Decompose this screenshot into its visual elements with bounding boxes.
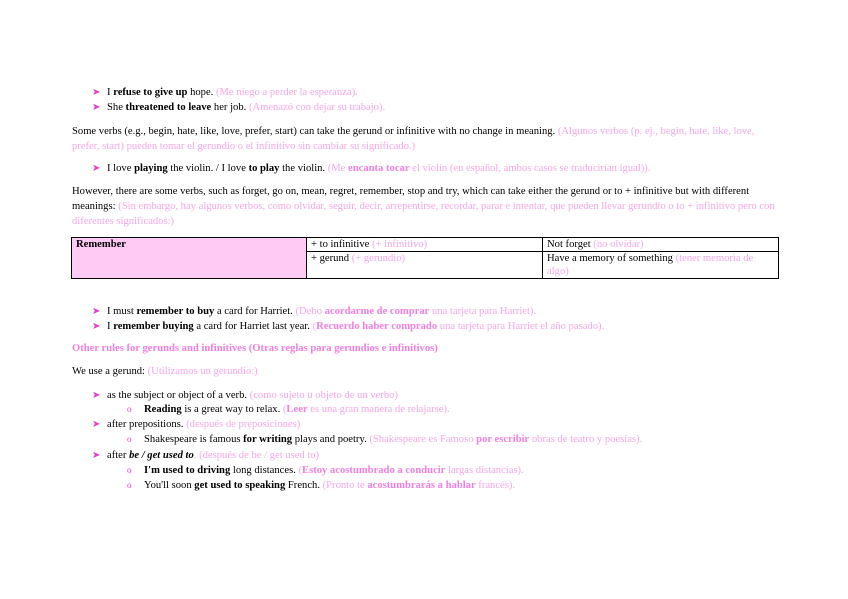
- list-item-text: after prepositions. (después de preposiciones): [107, 419, 301, 430]
- paragraph-no-change: Some verbs (e.g., begin, hate, like, love, prefer, start) can take the gerund or infinitive with no change in meaning. (Algunos verbos (p. ej., begin, hate, like, love, prefer, start) pueden tomar el gerundio o el infinitivo sin cambiar su significado.): [72, 126, 755, 152]
- arrow-bullet-icon: ➤: [92, 87, 101, 98]
- sub-list-item-text: Shakespeare is famous for writing plays and poetry. (Shakespeare es Famoso por escribir obras de teatro y poesías).: [144, 434, 643, 445]
- list-item-text: I love playing the violin. / I love to play the violin. (Me encanta tocar el violín (en español, ambos casos se traducirían igual)).: [107, 163, 651, 174]
- arrow-bullet-icon: ➤: [92, 419, 101, 430]
- section-heading: Other rules for gerunds and infinitives (Otras reglas para gerundios e infinitivos): [72, 343, 438, 354]
- table-head-cell: Remember: [72, 238, 307, 279]
- paragraph-different-meaning: However, there are some verbs, such as forget, go on, mean, regret, remember, stop and try, which can take either the gerund or to + infinitive but with different meanings: (Sin embargo, hay algunos verbos, como olvidar, seguir, decir, arrepentirse, recordar, parar e intentar, que pueden llevar gerundio o to + infinitivo pero con diferentes significados:): [72, 186, 775, 227]
- sub-list-item-text: I'm used to driving long distances. (Estoy acostumbrado a conducir largas distancias).: [144, 465, 524, 476]
- table-cell: Not forget (no olvidar): [543, 238, 779, 252]
- circle-bullet-icon: o: [127, 480, 132, 490]
- table-row: [72, 238, 779, 252]
- circle-bullet-icon: o: [127, 404, 132, 414]
- arrow-bullet-icon: ➤: [92, 321, 101, 332]
- table-cell: Have a memory of something (tener memoria de algo): [543, 252, 779, 279]
- arrow-bullet-icon: ➤: [92, 163, 101, 174]
- remember-table: [71, 237, 779, 279]
- sub-list-item-text: Reading is a great way to relax. (Leer es una gran manera de relajarse).: [144, 404, 450, 415]
- list-item-text: after be / get used to. (después de be / get used to): [107, 450, 320, 461]
- arrow-bullet-icon: ➤: [92, 102, 101, 113]
- arrow-bullet-icon: ➤: [92, 450, 101, 461]
- arrow-bullet-icon: ➤: [92, 306, 101, 317]
- list-item-text: I remember buying a card for Harriet last year. (Recuerdo haber comprado una tarjeta para Harriet el año pasado).: [107, 321, 605, 332]
- table-cell: + to infinitive (+ infinitivo): [307, 238, 543, 252]
- list-item-text: as the subject or object of a verb. (como sujeto u objeto de un verbo): [107, 390, 398, 401]
- circle-bullet-icon: o: [127, 465, 132, 475]
- circle-bullet-icon: o: [127, 434, 132, 444]
- list-item-text: She threatened to leave her job. (Amenazó con dejar su trabajo).: [107, 102, 386, 113]
- sub-list-item-text: You'll soon get used to speaking French. (Pronto te acostumbrarás a hablar francés).: [144, 480, 516, 491]
- table-cell: + gerund (+ gerundio): [307, 252, 543, 279]
- list-item-text: I refuse to give up hope. (Me niego a perder la esperanza).: [107, 87, 358, 98]
- list-item-text: I must remember to buy a card for Harriet. (Debo acordarme de comprar una tarjeta para Harriet).: [107, 306, 537, 317]
- intro-line: We use a gerund: (Utilizamos un gerundio:): [72, 366, 258, 377]
- arrow-bullet-icon: ➤: [92, 390, 101, 401]
